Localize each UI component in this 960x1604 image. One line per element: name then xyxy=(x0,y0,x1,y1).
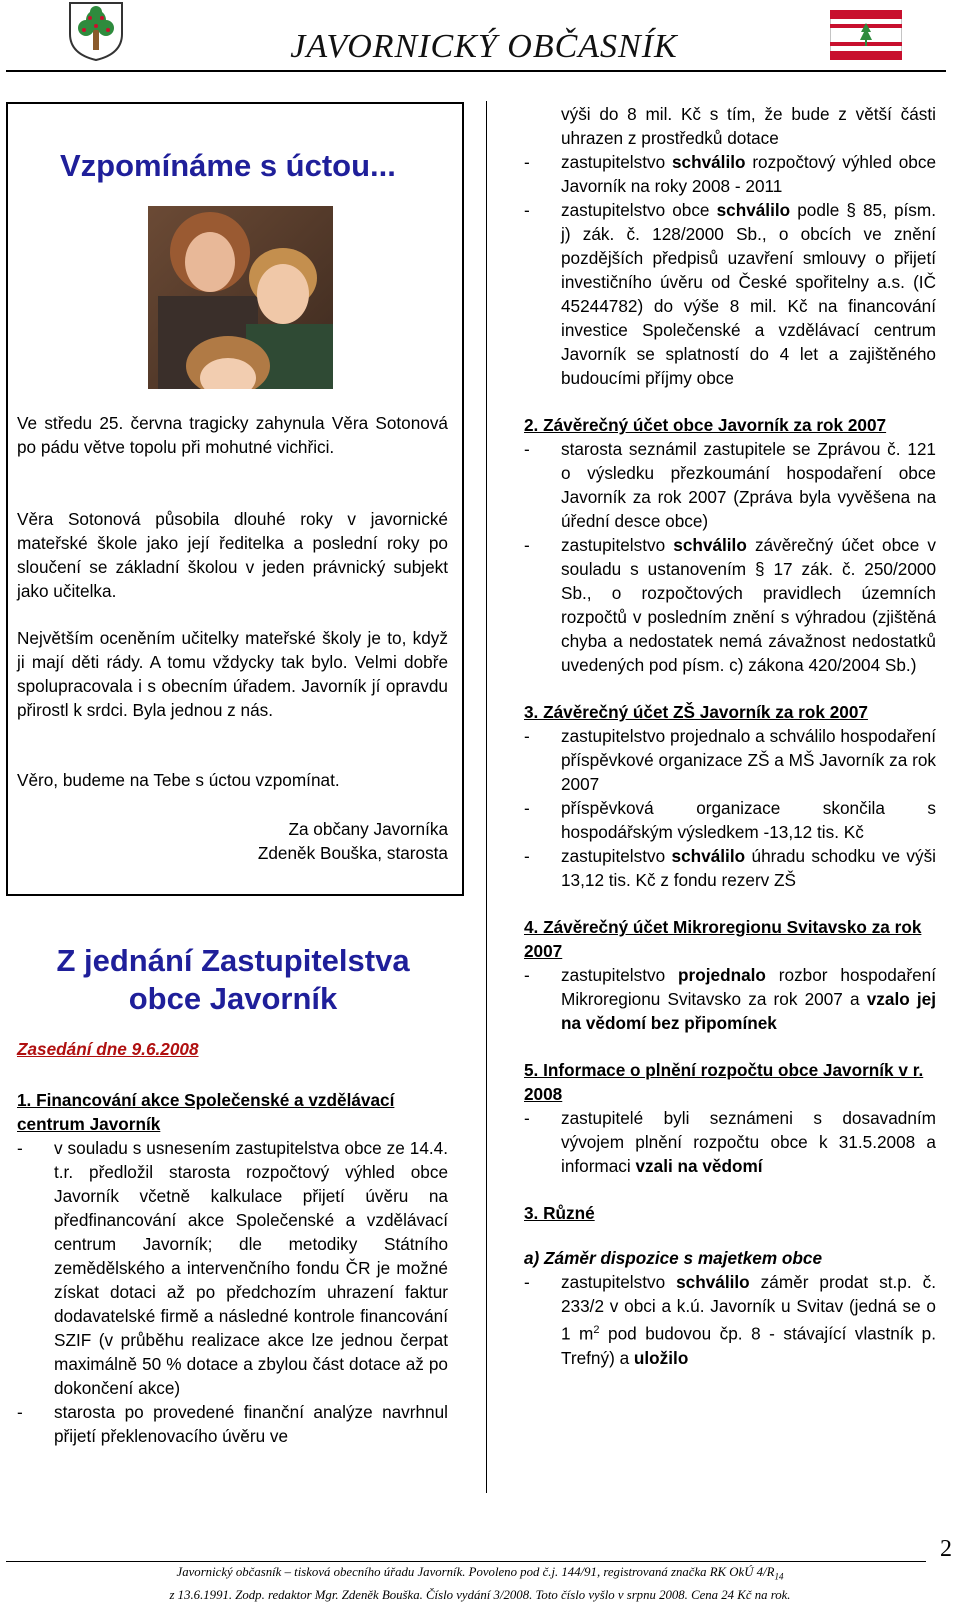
section-3-item-2: příspěvková organizace skončila s hospodářským výsledkem -13,12 tis. Kč xyxy=(561,798,936,842)
section-1-item-1: v souladu s usnesením zastupitelstva obce ze 14.4. t.r. předložil starosta rozpočtový výhled obce Javorník včetně kalkulace přijetí úvěru na předfinancování akce Společenské a vzdělávací centrum Javorník; dle metodiky Státního zemědělského a intervenčního fondu ČR je možné získat dotaci až po předchozím uhrazení faktur dodavatelské firmě a následné kontrole financování SZIF (v průběhu realizace akce lze jednou čerpat maximálně 50 % dotace a zbylou část dotace až po dokončení akce) xyxy=(54,1138,448,1398)
list-item: - zastupitelé byli seznámeni s dosavadním vývojem plnění rozpočtu obce k 31.5.2008 a informaci vzali na vědomí xyxy=(524,1108,936,1176)
list-item: - starosta seznámil zastupitele se Zprávou č. 121 o výsledku přezkoumání hospodaření obce Javorník za rok 2007 (Zpráva byla vyvěšena na úřední desce obce) xyxy=(524,439,936,531)
list-item: - zastupitelstvo schválilo rozpočtový výhled obce Javorník na roky 2008 - 2011 xyxy=(524,152,936,196)
meeting-date: Zasedání dne 9.6.2008 xyxy=(17,1039,199,1059)
council-section-title xyxy=(0,942,466,1018)
signature-line-2: Zdeněk Bouška, starosta xyxy=(257,843,448,863)
list-item: - zastupitelstvo schválilo úhradu schodku ve výši 13,12 tis. Kč z fondu rezerv ZŠ xyxy=(524,846,936,890)
section-3-item-1: zastupitelstvo projednalo a schválilo hospodaření příspěvkové organizace ZŠ a MŠ Javorník za rok 2007 xyxy=(561,726,936,794)
memorial-paragraph-1: Ve středu 25. června tragicky zahynula Věra Sotonová po pádu větve topolu při mohutné vichřici. xyxy=(17,413,448,457)
list-item: - zastupitelstvo schválilo záměr prodat st.p. č. 233/2 v obci a k.ú. Javorník u Svitav (jedná se o 1 $m^2$ pod budovou čp. 8 - stávající vlastník p. Trefný) a uložilo xyxy=(524,1272,937,1368)
list-item: - zastupitelstvo projednalo a schválilo hospodaření příspěvkové organizace ZŠ a MŠ Javorník za rok 2007 xyxy=(524,726,936,794)
section-6-subheading: a) Záměr dispozice s majetkem obce xyxy=(524,1248,823,1268)
section-1-item-2: starosta po provedené finanční analýze navrhnul přijetí překlenovacího úvěru ve xyxy=(54,1402,448,1446)
javornik-flag-icon xyxy=(830,10,902,60)
footer-line-1: Javornický občasník – tisková obecního úřadu Javorník. Povoleno pod č.j. 144/91, registrovaná značka RK OkÚ $4/R_{14}$ xyxy=(176,1565,784,1582)
left-column-text xyxy=(17,1088,448,1448)
memorial-paragraph-4: Věro, budeme na Tebe s úctou vzpomínat. xyxy=(17,770,340,790)
memorial-title: Vzpomínáme s úctou... xyxy=(60,148,396,183)
footer-line-2: z 13.6.1991. Zodp. redaktor Mgr. Zdeněk Bouška. Číslo vydání 3/2008. Toto číslo vyšlo v srpnu 2008. Cena 24 Kč na rok. xyxy=(169,1587,791,1602)
section-1-heading: 1. Financování akce Společenské a vzdělávací centrum Javorník xyxy=(17,1090,395,1134)
section-2-item-1: starosta seznámil zastupitele se Zprávou č. 121 o výsledku přezkoumání hospodaření obce Javorník za rok 2007 (Zpráva byla vyvěšena na úřední desce obce) xyxy=(561,439,936,531)
memorial-paragraph-2: Věra Sotonová působila dlouhé roky v javornické mateřské škole jako její ředitelka a poslední roky po sloučení se základní školou v jeden právnický subjekt jako učitelka. xyxy=(17,509,448,601)
list-item: - starosta po provedené finanční analýze navrhnul přijetí překlenovacího úvěru ve xyxy=(17,1402,448,1446)
section-3-heading: 3. Závěrečný účet ZŠ Javorník za rok 2007 xyxy=(524,702,868,722)
memorial-paragraph-3: Největším oceněním učitelky mateřské školy je to, když ji mají děti rády. A tomu vždycky tak bylo. Velmi dobře spolupracovala i s obecním úřadem. Javorník jí opravdu přirostl k srdci. Byla jednou z nás. xyxy=(17,628,448,720)
memorial-signature xyxy=(17,817,448,865)
memorial-photo xyxy=(148,206,333,389)
council-title-line-2: obce Javorník xyxy=(128,981,338,1016)
council-title-line-1: Z jednání Zastupitelstva xyxy=(56,943,410,978)
list-item: - příspěvková organizace skončila s hospodářským výsledkem -13,12 tis. Kč xyxy=(524,798,936,842)
masthead-title: JAVORNICKÝ OBČASNÍK xyxy=(290,28,678,65)
list-item: - zastupitelstvo projednalo rozbor hospodaření Mikroregionu Svitavsko za rok 2007 a vzalo jej na vědomí bez připomínek xyxy=(524,965,936,1033)
footer xyxy=(0,1563,960,1604)
list-item: - v souladu s usnesením zastupitelstva obce ze 14.4. t.r. předložil starosta rozpočtový výhled obce Javorník včetně kalkulace přijetí úvěru na předfinancování akce Společenské a vzdělávací centrum Javorník; dle metodiky Státního zemědělského a intervenčního fondu ČR je možné získat dotaci až po předchozím uhrazení faktur dodavatelské firmě a následné kontrole financování SZIF (v průběhu realizace akce lze jednou čerpat maximálně 50 % dotace a zbylou část dotace až po dokončení akce) xyxy=(17,1138,448,1398)
signature-line-1: Za občany Javorníka xyxy=(288,819,448,839)
page-number: 2 xyxy=(940,1536,952,1562)
section-6-heading: 3. Různé xyxy=(524,1203,595,1223)
section-1-item-2-continued: výši do 8 mil. Kč s tím, že bude z větší části uhrazen z prostředků dotace xyxy=(561,104,936,148)
column-divider xyxy=(486,101,487,1493)
header-rule xyxy=(6,70,946,72)
section-4-heading: 4. Závěrečný účet Mikroregionu Svitavsko za rok 2007 xyxy=(524,917,922,961)
section-2-heading: 2. Závěrečný účet obce Javorník za rok 2007 xyxy=(524,415,887,435)
footer-rule xyxy=(6,1561,926,1562)
right-column-text xyxy=(524,102,936,1370)
section-5-heading: 5. Informace o plnění rozpočtu obce Javorník v r. 2008 xyxy=(524,1060,924,1104)
list-item: - zastupitelstvo obce schválilo podle § 85, písm. j) zák. č. 128/2000 Sb., o obcích ve znění pozdějších předpisů uzavření smlouvy o přijetí investičního úvěru od České spořitelny a.s. (IČ 45244782) do výše 8 mil. Kč na financování investice Společenské a vzdělávací centrum Javorník se splatností do 4 let a zajištěného budoucími příjmy obce xyxy=(524,200,936,388)
list-item: - zastupitelstvo schválilo závěrečný účet obce v souladu s ustanovením § 17 zák. č. 250/2000 Sb., o rozpočtových pravidlech územních rozpočtů v posledním znění s výhradou (zjištěná chyba a nedostatek nemá závažnost nedostatků uvedených pod písm. c) zákona 420/2004 Sb.) xyxy=(524,535,936,675)
